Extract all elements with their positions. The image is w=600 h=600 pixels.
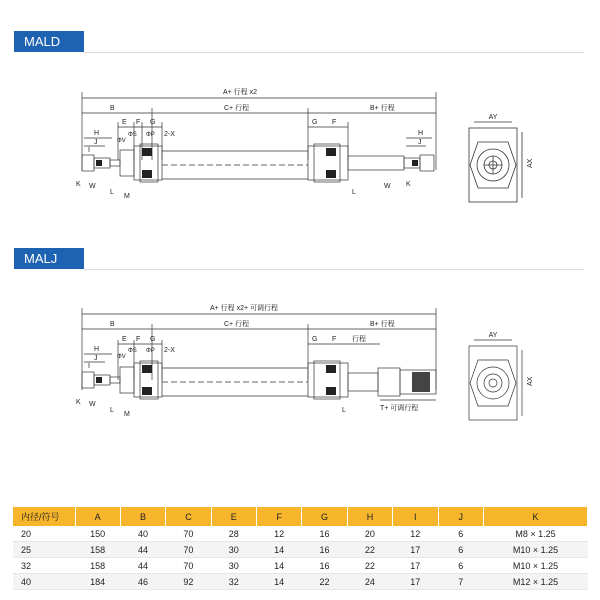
- dim-l-right-label: L: [342, 407, 346, 414]
- header-f: F: [257, 507, 302, 526]
- dim-phv-label: ΦV: [117, 138, 126, 144]
- dim-f-right-label: F: [332, 336, 337, 343]
- end-view-ay-label: AY: [488, 332, 498, 339]
- table-cell: 158: [75, 542, 120, 558]
- dim-f-label: F: [136, 119, 141, 126]
- table-cell: 7: [438, 574, 484, 590]
- table-cell: 40: [13, 574, 75, 590]
- dim-a-label: A+ 行程 x2+ 可调行程: [209, 305, 279, 312]
- dim-c-label: C+ 行程: [224, 105, 250, 112]
- header-j: J: [438, 507, 484, 526]
- table-cell: 14: [257, 574, 302, 590]
- table-cell: 12: [257, 526, 302, 542]
- dim-h-right-label: H: [418, 130, 424, 137]
- mald-drawing: [0, 80, 600, 220]
- table-body: [13, 526, 588, 590]
- header-c: C: [166, 507, 211, 526]
- section-title-malj: MALJ: [14, 248, 84, 269]
- dim-h-label: H: [94, 346, 100, 353]
- dim-php-label: ΦP: [146, 348, 155, 354]
- header-g: G: [302, 507, 347, 526]
- dim-b-right-label: B+ 行程: [370, 321, 395, 328]
- table-cell: M8 × 1.25: [484, 526, 588, 542]
- table-cell: 150: [75, 526, 120, 542]
- dim-m-label: M: [124, 411, 130, 418]
- dim-g-right-label: G: [312, 336, 318, 343]
- dim-j-right-label: J: [418, 139, 422, 146]
- dim-w-label: W: [89, 401, 96, 408]
- section-title-mald: MALD: [14, 31, 84, 52]
- table-cell: 30: [211, 558, 256, 574]
- table-cell: 158: [75, 558, 120, 574]
- table-row: [13, 558, 588, 574]
- dim-k-label: K: [76, 181, 81, 188]
- dim-phs-label: ΦS: [128, 348, 137, 354]
- table-cell: 30: [211, 542, 256, 558]
- table-cell: 40: [120, 526, 165, 542]
- table-cell: 12: [393, 526, 438, 542]
- table-cell: 32: [13, 558, 75, 574]
- header-bore: 内径/符号: [13, 507, 75, 526]
- table-cell: 22: [347, 542, 392, 558]
- table-cell: 184: [75, 574, 120, 590]
- table-cell: 44: [120, 542, 165, 558]
- header-a: A: [75, 507, 120, 526]
- dim-2x-label: 2-X: [164, 347, 175, 354]
- table-cell: 20: [347, 526, 392, 542]
- table-cell: 28: [211, 526, 256, 542]
- dim-i-label: I: [88, 147, 90, 154]
- malj-drawing: [0, 300, 600, 435]
- table-row: [13, 526, 588, 542]
- end-view-ay-label: AY: [488, 114, 498, 121]
- table-cell: 6: [438, 542, 484, 558]
- table-cell: 16: [302, 558, 347, 574]
- dim-g-label: G: [150, 336, 156, 343]
- table-cell: M10 × 1.25: [484, 558, 588, 574]
- dim-m-label: M: [124, 193, 130, 200]
- table-row: [13, 574, 588, 590]
- dim-php-label: ΦP: [146, 132, 155, 138]
- end-view-ax-label: AX: [527, 158, 534, 168]
- header-e: E: [211, 507, 256, 526]
- dim-e-label: E: [122, 336, 127, 343]
- table-cell: M12 × 1.25: [484, 574, 588, 590]
- table-cell: 14: [257, 558, 302, 574]
- table-cell: 70: [166, 542, 211, 558]
- table-cell: 17: [393, 542, 438, 558]
- table-cell: 70: [166, 526, 211, 542]
- dim-l-label: L: [110, 407, 114, 414]
- table-cell: 22: [347, 558, 392, 574]
- dim-k-right-label: K: [406, 181, 411, 188]
- dim-f-label: F: [136, 336, 141, 343]
- table-cell: 25: [13, 542, 75, 558]
- table-cell: 6: [438, 558, 484, 574]
- dim-w-right-label: W: [384, 183, 391, 190]
- dim-stroke-label: 行程: [352, 336, 366, 343]
- dim-g-right-label: G: [312, 119, 318, 126]
- dim-w-label: W: [89, 183, 96, 190]
- dim-e-label: E: [122, 119, 127, 126]
- dim-f-right-label: F: [332, 119, 337, 126]
- table-cell: 17: [393, 574, 438, 590]
- dim-b-label: B: [110, 321, 115, 328]
- table-row: [13, 542, 588, 558]
- table-cell: 16: [302, 526, 347, 542]
- table-cell: 70: [166, 558, 211, 574]
- dim-phs-label: ΦS: [128, 132, 137, 138]
- table-cell: 17: [393, 558, 438, 574]
- table-cell: 20: [13, 526, 75, 542]
- header-k: K: [484, 507, 588, 526]
- dimension-table: [13, 507, 588, 590]
- dim-g-label: G: [150, 119, 156, 126]
- table-cell: 32: [211, 574, 256, 590]
- dim-k-label: K: [76, 399, 81, 406]
- table-cell: 46: [120, 574, 165, 590]
- dim-c-label: C+ 行程: [224, 321, 250, 328]
- table-cell: 16: [302, 542, 347, 558]
- table-cell: 24: [347, 574, 392, 590]
- table-cell: 92: [166, 574, 211, 590]
- header-i: I: [393, 507, 438, 526]
- dim-l-right-label: L: [352, 189, 356, 196]
- section-divider: [84, 52, 584, 53]
- dim-j-label: J: [94, 139, 98, 146]
- dim-i-label: I: [88, 363, 90, 370]
- dim-b-right-label: B+ 行程: [370, 105, 395, 112]
- dim-2x-label: 2-X: [164, 131, 175, 138]
- end-view-ax-label: AX: [527, 376, 534, 386]
- header-h: H: [347, 507, 392, 526]
- table-cell: 6: [438, 526, 484, 542]
- dim-b-label: B: [110, 105, 115, 112]
- table-header-row: [13, 507, 588, 526]
- dim-a-label: A+ 行程 x2: [222, 89, 258, 96]
- dim-t-label: T+ 可调行程: [380, 405, 419, 412]
- dim-j-label: J: [94, 355, 98, 362]
- table-cell: 22: [302, 574, 347, 590]
- dim-phv-label: ΦV: [117, 354, 126, 360]
- table-cell: 44: [120, 558, 165, 574]
- section-divider: [84, 269, 584, 270]
- header-b: B: [120, 507, 165, 526]
- dim-l-label: L: [110, 189, 114, 196]
- table-cell: 14: [257, 542, 302, 558]
- table-cell: M10 × 1.25: [484, 542, 588, 558]
- dim-h-label: H: [94, 130, 100, 137]
